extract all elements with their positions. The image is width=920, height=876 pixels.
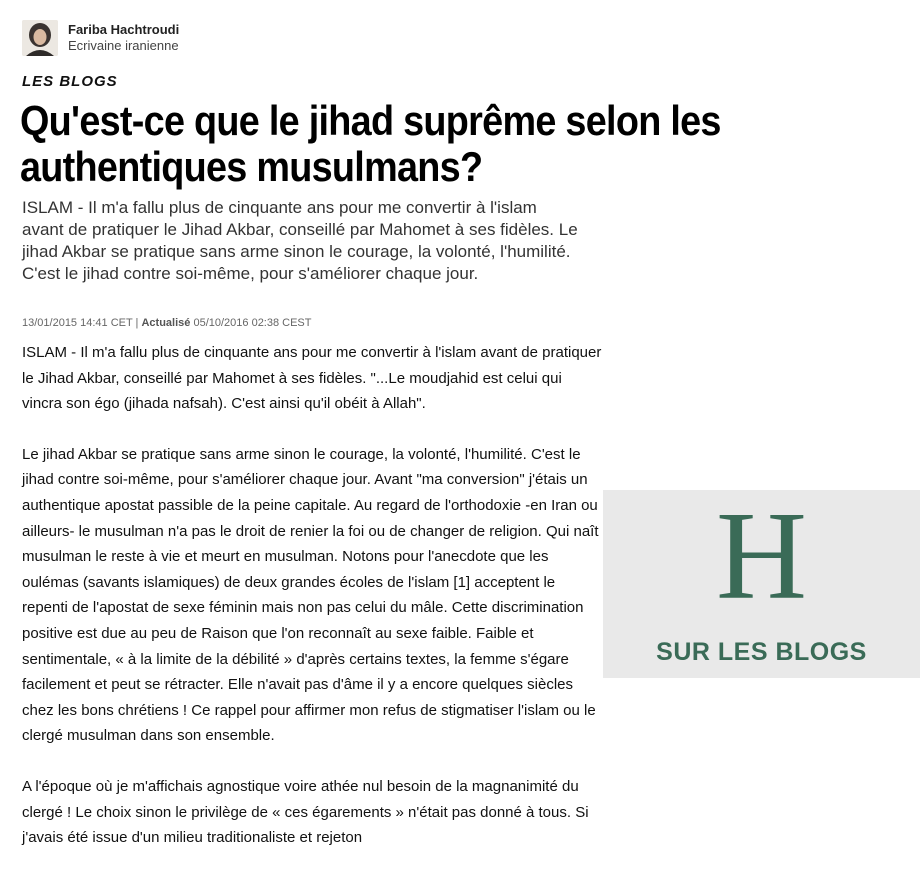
title-line-2: authentiques musulmans? xyxy=(20,143,483,190)
author-name[interactable]: Fariba Hachtroudi xyxy=(68,22,180,37)
huffpost-h-logo: H xyxy=(716,487,807,626)
published-date: 13/01/2015 14:41 CET xyxy=(22,317,133,329)
author-byline xyxy=(22,20,179,56)
body-paragraph-2: Le jihad Akbar se pratique sans arme sinon le courage, la volonté, l'humilité. C'est le jihad contre soi-même, pour s'améliorer chaque jour. Avant "ma conversion" j'étais un authentique apostat passible de la peine capitale. Au regard de l'orthodoxie -en Iran ou ailleurs- le musulman n'a pas le droit de renier la foi ou de changer de religion. Qui naît musulman le reste à vie et meurt en musulman. Notons pour l'anecdote que les oulémas (savants islamiques) de deux grandes écoles de l'islam [1] acceptent le repenti de l'apostat de sexe féminin mais non pas celui du mâle. Cette discrimination positive est due au peu de Raison que l'on reconnaît au sexe faible. Faible et sentimentale, « à la limite de la débilité » d'après certains textes, la femme s'égare facilement et peut se rétracter. Elle n'avait pas d'âme il y a encore quelques siècles chez les bons chrétiens ! Ce rappel pour affirmer mon refus de stigmatiser l'islam ou le clergé musulman dans son ensemble. xyxy=(22,445,599,745)
meta-separator: | xyxy=(132,317,142,329)
sur-les-blogs-promo[interactable] xyxy=(603,487,920,678)
promo-label: SUR LES BLOGS xyxy=(656,638,867,666)
article-dek: ISLAM - Il m'a fallu plus de cinquante ans pour me convertir à l'islam avant de pratiquer le Jihad Akbar, conseillé par Mahomet à ses fidèles. Le jihad Akbar se pratique sans arme sinon le courage, la volonté, l'humilité. C'est le jihad contre soi-même, pour s'améliorer chaque jour. xyxy=(22,198,578,283)
title-line-1: Qu'est-ce que le jihad suprême selon les xyxy=(20,97,721,144)
article-timestamps xyxy=(22,317,312,329)
updated-date: 05/10/2016 02:38 CEST xyxy=(190,317,312,329)
section-label[interactable]: LES BLOGS xyxy=(22,73,118,90)
body-paragraph-1: ISLAM - Il m'a fallu plus de cinquante ans pour me convertir à l'islam avant de pratiquer le Jihad Akbar, conseillé par Mahomet à ses fidèles. "...Le moudjahid est celui qui vincra son égo (jihada nafsah). C'est ainsi qu'il obéit à Allah". xyxy=(22,344,602,413)
author-avatar[interactable] xyxy=(22,20,58,56)
portrait-icon xyxy=(22,20,58,56)
updated-label: Actualisé xyxy=(141,317,191,329)
author-role: Ecrivaine iranienne xyxy=(68,38,179,53)
article-body xyxy=(22,340,602,876)
body-paragraph-3: A l'époque où je m'affichais agnostique voire athée nul besoin de la magnanimité du clergé ! Le choix sinon le privilège de « ces égarements » n'était pas donné à tous. Si j'avais été issue d'un milieu traditionaliste et rejeton xyxy=(22,777,589,847)
article-title xyxy=(20,98,812,190)
